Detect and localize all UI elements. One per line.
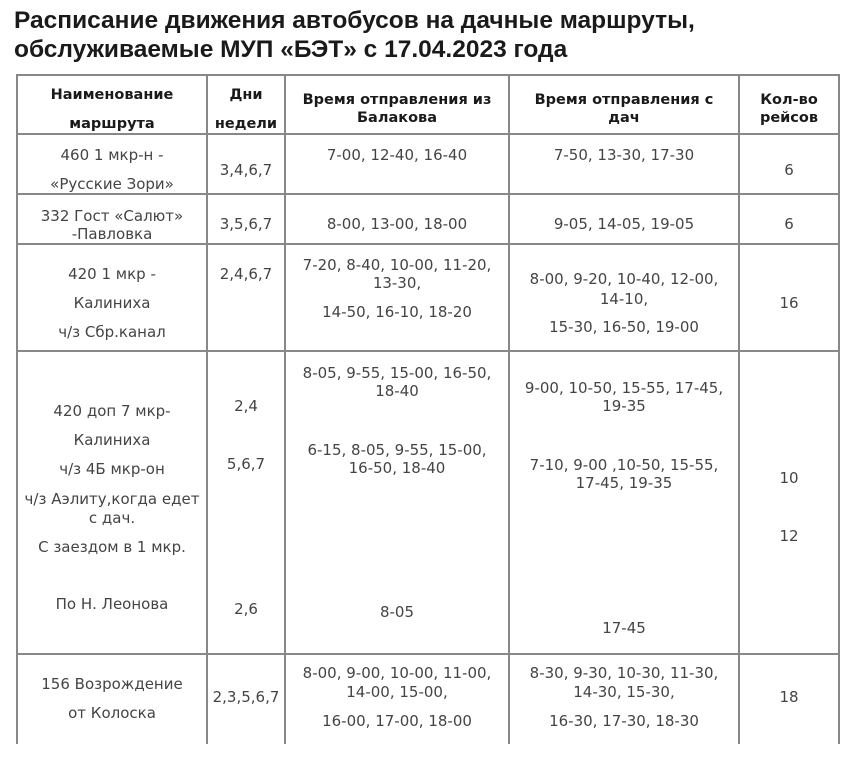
header-days-line-2: недели [214, 116, 278, 132]
trip-count: 16 [779, 294, 799, 312]
route-name: 420 1 мкр - [68, 265, 156, 283]
days-of-week: 2,4,6,7 [219, 265, 273, 283]
departures-from-city: 8-00, 13-00, 18-00 [326, 215, 468, 233]
header-from-dachas-line-2: дач [608, 110, 640, 126]
route-name: 332 Гост «Салют» [40, 207, 184, 225]
days-of-week: 3,5,6,7 [219, 215, 273, 233]
page-title [14, 6, 844, 64]
header-days-line-1: Дни [229, 87, 263, 103]
trip-count: 18 [779, 688, 799, 706]
departures-from-dachas: 16-30, 17-30, 18-30 [549, 712, 699, 730]
route-name: С заездом в 1 мкр. [38, 538, 186, 556]
departures-from-dachas: 9-00, 10-50, 15-55, 17-45, [524, 379, 724, 397]
departures-from-dachas: 7-50, 13-30, 17-30 [553, 146, 695, 164]
departures-from-dachas: 7-10, 9-00 ,10-50, 15-55, [529, 456, 719, 474]
page-title-line-2: обслуживаемые МУП «БЭТ» с 17.04.2023 года [14, 36, 568, 63]
departures-from-city: 7-00, 12-40, 16-40 [326, 146, 468, 164]
departures-from-city: 8-05, 9-55, 15-00, 16-50, [302, 364, 492, 382]
route-name: Калиниха [73, 431, 151, 449]
departures-from-dachas: 8-00, 9-20, 10-40, 12-00, [529, 270, 719, 288]
route-name: -Павловка [71, 225, 153, 243]
departures-from-city: 14-50, 16-10, 18-20 [322, 303, 472, 321]
departures-from-dachas: 19-35 [602, 397, 646, 415]
departures-from-city: 16-50, 18-40 [348, 459, 446, 477]
departures-from-city: 8-00, 9-00, 10-00, 11-00, [302, 664, 492, 682]
departures-from-dachas: 9-05, 14-05, 19-05 [553, 215, 695, 233]
header-from-city-line-2: Балакова [356, 110, 437, 126]
departures-from-city: 14-00, 15-00, [346, 683, 448, 701]
departures-from-city: 13-30, [372, 274, 422, 292]
days-of-week: 2,4 [234, 397, 258, 415]
route-name: По Н. Леонова [55, 595, 169, 613]
header-from-city-line-1: Время отправления из [302, 92, 492, 108]
departures-from-dachas: 15-30, 16-50, 19-00 [549, 318, 699, 336]
page-title-line-1: Расписание движения автобусов на дачные маршруты, [14, 7, 695, 34]
header-route-line-1: Наименование [50, 87, 174, 103]
route-name: 420 доп 7 мкр- [53, 402, 171, 420]
departures-from-dachas: 14-30, 15-30, [573, 683, 675, 701]
trip-count: 6 [784, 161, 794, 179]
route-name: ч/з Аэлиту,когда едет [24, 490, 200, 508]
departures-from-city: 18-40 [375, 382, 419, 400]
route-name: 156 Возрождение [41, 675, 183, 693]
departures-from-dachas: 17-45, 19-35 [575, 474, 673, 492]
route-name: 460 1 мкр-н - [60, 146, 164, 164]
days-of-week: 2,3,5,6,7 [212, 688, 280, 706]
departures-from-city: 8-05 [379, 603, 415, 621]
header-trips-line-2: рейсов [759, 110, 819, 126]
header-from-dachas-line-1: Время отправления с [534, 92, 714, 108]
departures-from-city: 7-20, 8-40, 10-00, 11-20, [302, 256, 492, 274]
header-route-line-2: маршрута [69, 116, 155, 132]
days-of-week: 5,6,7 [226, 455, 266, 473]
departures-from-dachas: 14-10, [599, 290, 649, 308]
route-name: от Колоска [68, 704, 156, 722]
days-of-week: 3,4,6,7 [219, 161, 273, 179]
departures-from-dachas: 8-30, 9-30, 10-30, 11-30, [529, 664, 719, 682]
trip-count: 12 [779, 527, 799, 545]
route-name: ч/з 4Б мкр-он [59, 460, 165, 478]
trip-count: 10 [779, 469, 799, 487]
route-name: ч/з Сбр.канал [58, 323, 166, 341]
route-name: «Русские Зори» [50, 175, 174, 193]
trip-count: 6 [784, 215, 794, 233]
days-of-week: 2,6 [234, 600, 258, 618]
departures-from-city: 16-00, 17-00, 18-00 [322, 712, 472, 730]
header-trips-line-1: Кол-во [760, 92, 818, 108]
route-name: Калиниха [73, 294, 151, 312]
departures-from-city: 6-15, 8-05, 9-55, 15-00, [307, 441, 487, 459]
departures-from-dachas: 17-45 [602, 619, 646, 637]
route-name: с дач. [88, 509, 136, 527]
